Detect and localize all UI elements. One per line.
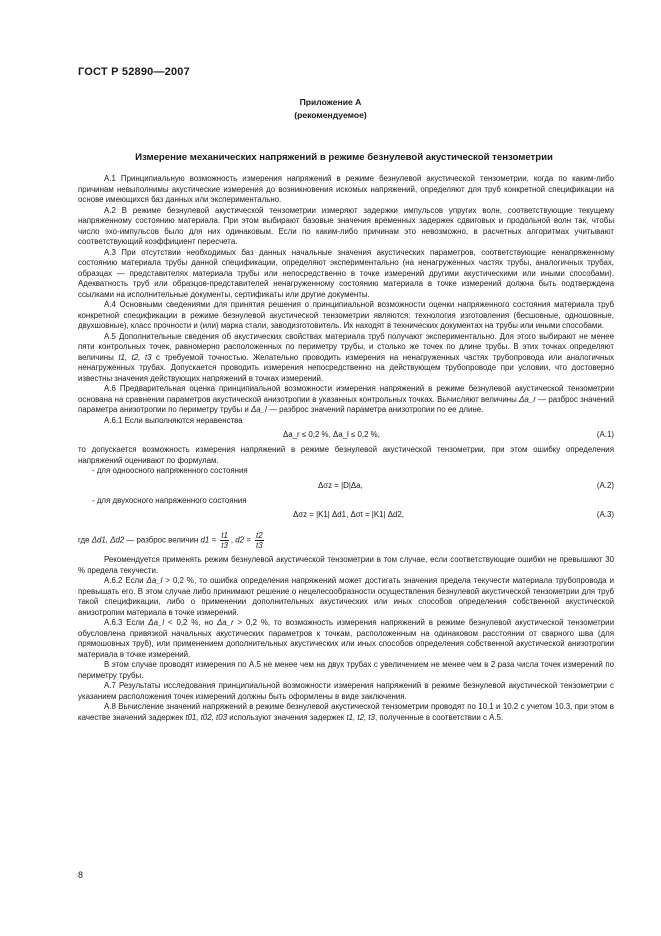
where-text-1: где	[78, 535, 92, 545]
symbol-d12: Δd1, Δd2	[91, 535, 125, 545]
appendix-title: Измерение механических напряжений в режиме безнулевой акустической тензометрии	[135, 152, 553, 163]
fraction-d2-denominator: t3	[256, 541, 263, 550]
d2-label: d2 =	[235, 535, 251, 545]
document-body	[78, 174, 614, 723]
symbol-delta-al: Δa_l	[250, 405, 267, 414]
page-number: 8	[78, 870, 84, 880]
a8-text-1: А.8 Вычисление значений напряжений в режиме безнулевой акустической тензометрии проводят по 10.1 и 10.2 с учетом 10.3, при этом в качестве значений задержек	[78, 702, 614, 722]
fraction-d1	[220, 531, 229, 550]
paragraph-a63-case: В этом случае проводят измерения по А.5 не менее чем на двух трубах с увеличением не менее чем в 2 раза числа точек измерений по периметру трубы.	[78, 660, 614, 680]
equation-a1	[78, 426, 614, 445]
equation-a1-formula: Δa_r ≤ 0,2 %, Δa_l ≤ 0,2 %,	[283, 430, 380, 439]
symbol-delta-al-2: Δa_l	[146, 576, 163, 585]
biaxial-label: - для двухосного напряженного состояния	[92, 495, 247, 505]
paragraph-a5	[78, 332, 614, 385]
paragraph-a4: А.4 Основными сведениями для принятия решения о принципиальной возможности оценки напряженного состояния материала труб конкретной спецификации в режиме безнулевой акустической тензометрии являются: технология изготовления (бесшовные, одношовные, двухшовные), класс прочности и (или) марка стали, заводизготовитель. Их находят в технических документах на трубы или иными способами.	[78, 300, 614, 330]
d1-label: d1 =	[200, 535, 217, 545]
symbol-t123: t1, t2, t3	[118, 352, 152, 362]
symbol-delta-ar-2: Δa_r	[216, 618, 234, 627]
a8-text-3: , полученные в соответствии с А.5.	[374, 712, 504, 722]
appendix-status: (рекомендуемое)	[294, 110, 367, 120]
a63-text-2: < 0,2 %, но	[164, 618, 217, 627]
symbol-t123-2: t1, t2, t3	[346, 712, 375, 722]
equation-a1-number: (А.1)	[596, 430, 614, 439]
a6-text-2: — разброс значений параметра анизотропии по периметру трубы и	[78, 394, 614, 414]
symbol-delta-al-3: Δa_l	[148, 618, 165, 627]
equation-a2-formula: Δσz = |D|Δa,	[318, 480, 363, 490]
equation-a3	[78, 506, 614, 525]
a63-text-3: > 0,2 %, то возможность измерения напряжений в режиме безнулевой акустической тензометрии обусловлена привязкой начальных акустических параметров к точкам, расположенным на одинаковом расстоянии от сварного шва (для прямошовных труб), или применением дополнительных акустических или иных способов определения собственной акустической анизотропии материала в точке измерений.	[78, 618, 614, 659]
paragraph-a61: А.6.1 Если выполняются неравенства	[104, 415, 243, 425]
a62-text-1: А.6.2 Если	[104, 576, 147, 585]
a62-text-2: > 0,2 %, то ошибка определения напряжений может достигать значения предела текучести материала трубопровода и превышать его. В этом случае либо принимают решение о нецелесообразности осуществления безнулевой акустической тензометрии для труб такой спецификации, либо о применении дополнительных акустических или иных способов определения собственной акустической анизотропии материала в точке измерений.	[78, 576, 614, 617]
standard-header: ГОСТ Р 52890—2007	[78, 66, 190, 78]
equation-a3-formula: Δσz = |K1| Δd1, Δσt = |K1| Δd2,	[293, 510, 404, 519]
a63-text-1: А.6.3 Если	[104, 618, 149, 627]
uniaxial-label: - для одноосного напряженного состояния	[92, 466, 248, 475]
symbol-t0: t01, t02, t03	[185, 712, 228, 722]
equation-a2	[78, 477, 614, 496]
paragraph-recommend: Рекомендуется применять режим безнулевой акустической тензометрии в том случае, если соответствующие ошибки не превышают 30 % предела текучести.	[78, 555, 614, 575]
paragraph-a2: А.2 В режиме безнулевой акустической тензометрии измеряют задержки импульсов упругих волн, соответствующие текущему напряженному состоянию материала. При этом выбирают базовые значения временных задержек сдвиговых и продольной волн так, чтобы число эхо-импульсов было для них одинаковым. Если по каким-либо причинам это невозможно, в расчетных алгоритмах учитывают соответствующий коэффициент пересчета.	[78, 205, 614, 246]
paragraph-a61-after: то допускается возможность измерения напряжений в режиме безнулевой акустической тензометрии, при этом ошибку определения напряжений оценивают по формулам.	[78, 445, 614, 465]
a8-text-2: используют значения задержек	[227, 712, 347, 722]
paragraph-a7: А.7 Результаты исследования принципиальной возможности измерения напряжений в режиме безнулевой акустической тензометрии с указанием расположения точек измерений должны быть оформлены в виде заключения.	[78, 681, 614, 701]
appendix-label: Приложение А	[299, 97, 362, 107]
a6-text-1: А.6 Предварительная оценка принципиальной возможности измерения напряжений в режиме безнулевой акустической тензометрии основана на сравнении параметров акустической анизотропии в указанных контрольных точках. Вычисляют величины	[78, 384, 614, 404]
equation-a2-number: (А.2)	[596, 480, 614, 490]
paragraph-a62	[78, 576, 614, 618]
paragraph-a1: А.1 Принципиальную возможность измерения напряжений в режиме безнулевой акустической тензометрии, когда по каким-либо причинам невыполнимы акустические измерения до возникновения искомых напряжений, определяют для труб конкретной спецификации на основе имеющихся баз данных или экспериментально.	[78, 174, 614, 204]
fraction-d2-numerator: t2	[256, 531, 263, 540]
fraction-d1-numerator: t1	[221, 531, 228, 540]
where-text-2: — разброс величин	[124, 535, 201, 545]
a6-text-3: — разброс значений параметра анизотропии по ее длине.	[266, 405, 484, 414]
symbol-delta-ar: Δa_r	[519, 394, 536, 404]
paragraph-a6	[78, 384, 614, 416]
paragraph-a8	[78, 702, 614, 723]
where-clause: где Δd1, Δd2 — разброс величин d1 = $\frac{t1}{t3}$ , d2 = $\frac{t2}{t3}$	[78, 531, 263, 550]
fraction-d1-denominator: t3	[221, 541, 228, 550]
equation-a3-number: (А.3)	[596, 510, 614, 519]
a5-text-2: с требуемой точностью. Желательно проводить измерения на ненагруженных частях трубопровода или аналогичных ненагруженных трубах. Допускается проводить измерения непосредственно на действующем трубопроводе при условии, что достоверно известны значения действующих напряжений в точках измерений.	[78, 352, 615, 383]
paragraph-a63	[78, 618, 614, 660]
paragraph-a3: А.3 При отсутствии необходимых баз данных начальные значения акустических параметров, соответствующие ненапряженному состоянию материала трубы данной спецификации, определяют экспериментально (на ненагруженных частях трубы, аналогичных трубах, образцах — представителях материала трубы или непосредственно в точке измерений другими акустическими или иными способами). Адекватность труб или образцов-представителей ненагруженному состоянию материала в точке измерений должна быть подтверждена ссылками на исполнительные документы, сертификаты или другие документы.	[78, 247, 614, 299]
fraction-d2	[255, 531, 264, 550]
a5-text-1: А.5 Дополнительные сведения об акустических свойствах материала труб получают экспериментально. Для этого выбирают не менее пяти контрольных точек, равномерно расположенных по периметру трубы, и столько же точек по длине трубы. В этих точках определяют величины	[78, 331, 614, 362]
